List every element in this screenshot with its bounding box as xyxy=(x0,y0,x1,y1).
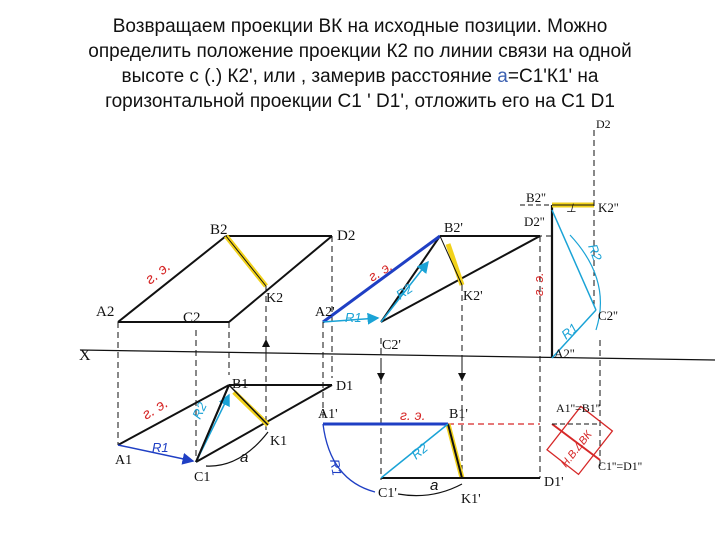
R2-label-mid: R2 xyxy=(393,280,416,303)
title-line-2: определить положение проекции К2 по линии связи на одной xyxy=(88,41,632,62)
label-K2pp: K2'' xyxy=(598,200,619,215)
label-D2pp: D2'' xyxy=(524,214,545,229)
label-A2pp: A2'' xyxy=(554,346,575,361)
label-K1p: K1' xyxy=(461,492,481,507)
label-D2-top: D2 xyxy=(596,117,611,131)
perpendicular-mark: ⊥ xyxy=(566,201,577,215)
label-A2p: A2' xyxy=(315,305,335,320)
label-A1pp-B1pp: A1''=B1'' xyxy=(556,401,601,415)
title-line-3a: высоте с (.) К2', или , замерив расстояние xyxy=(121,66,498,87)
label-D1: D1 xyxy=(336,379,354,394)
label-D1p: D1' xyxy=(544,475,564,490)
a-label-left: a xyxy=(240,449,249,466)
true-size-label: Н.В.ΔВК xyxy=(558,428,595,470)
R1-label-mid: R1 xyxy=(345,310,362,325)
ge-label-left-top: г. э. xyxy=(141,257,174,289)
R1-label-left: R1 xyxy=(152,440,169,455)
ge-label-mid-top: г. э. xyxy=(365,257,396,285)
R1-label-mid-bottom: R1 xyxy=(327,457,345,477)
ge-label-mid-bottom: г. э. xyxy=(400,407,426,423)
label-B1: B1 xyxy=(232,377,249,392)
label-B2: B2 xyxy=(210,222,228,238)
label-C1p: C1' xyxy=(378,486,397,501)
label-B2pp: B2'' xyxy=(526,190,546,205)
label-C1: C1 xyxy=(194,470,211,485)
mid-link-lines xyxy=(323,236,556,480)
ge-label-left-bottom: г. э. xyxy=(139,394,172,424)
label-K1: K1 xyxy=(270,434,288,449)
label-A1p: A1' xyxy=(318,407,338,422)
label-A1: A1 xyxy=(115,453,133,468)
label-C2p: C2' xyxy=(382,338,401,353)
title-line-3c: =С1'К1' на xyxy=(507,66,599,87)
title-line-1: Возвращаем проекции ВК на исходные позиции. Можно xyxy=(112,16,608,37)
R1-label-right: R1 xyxy=(558,320,581,343)
mid-arc-R1 xyxy=(323,424,375,492)
left-arc-a xyxy=(206,432,268,466)
label-K2p: K2' xyxy=(463,289,483,304)
label-B1p: B1' xyxy=(449,407,468,422)
label-B2p: B2' xyxy=(444,221,463,236)
a-label-mid: a xyxy=(430,477,439,494)
R2-label-left: R2 xyxy=(189,399,210,422)
ge-label-right: г. э. xyxy=(531,272,546,296)
right-blue-diagonal xyxy=(552,210,596,310)
mid-k2-segment xyxy=(448,244,462,285)
label-D2: D2 xyxy=(337,228,356,244)
label-X: X xyxy=(79,347,91,364)
R2-label-right: R2 xyxy=(585,241,605,263)
label-C2pp: C2'' xyxy=(598,308,618,323)
label-C1pp-D1pp: C1''=D1'' xyxy=(598,459,643,473)
label-A2: A2 xyxy=(96,304,115,320)
R2-label-mid-bottom: R2 xyxy=(408,440,431,463)
mid-horizontal-projection xyxy=(381,424,540,478)
distance-a-label: а xyxy=(497,66,508,87)
title-line-4: горизонтальной проекции С1 ' D1', отложить его на С1 D1 xyxy=(105,91,615,112)
label-C2: C2 xyxy=(183,310,201,326)
label-K2: K2 xyxy=(266,291,284,306)
